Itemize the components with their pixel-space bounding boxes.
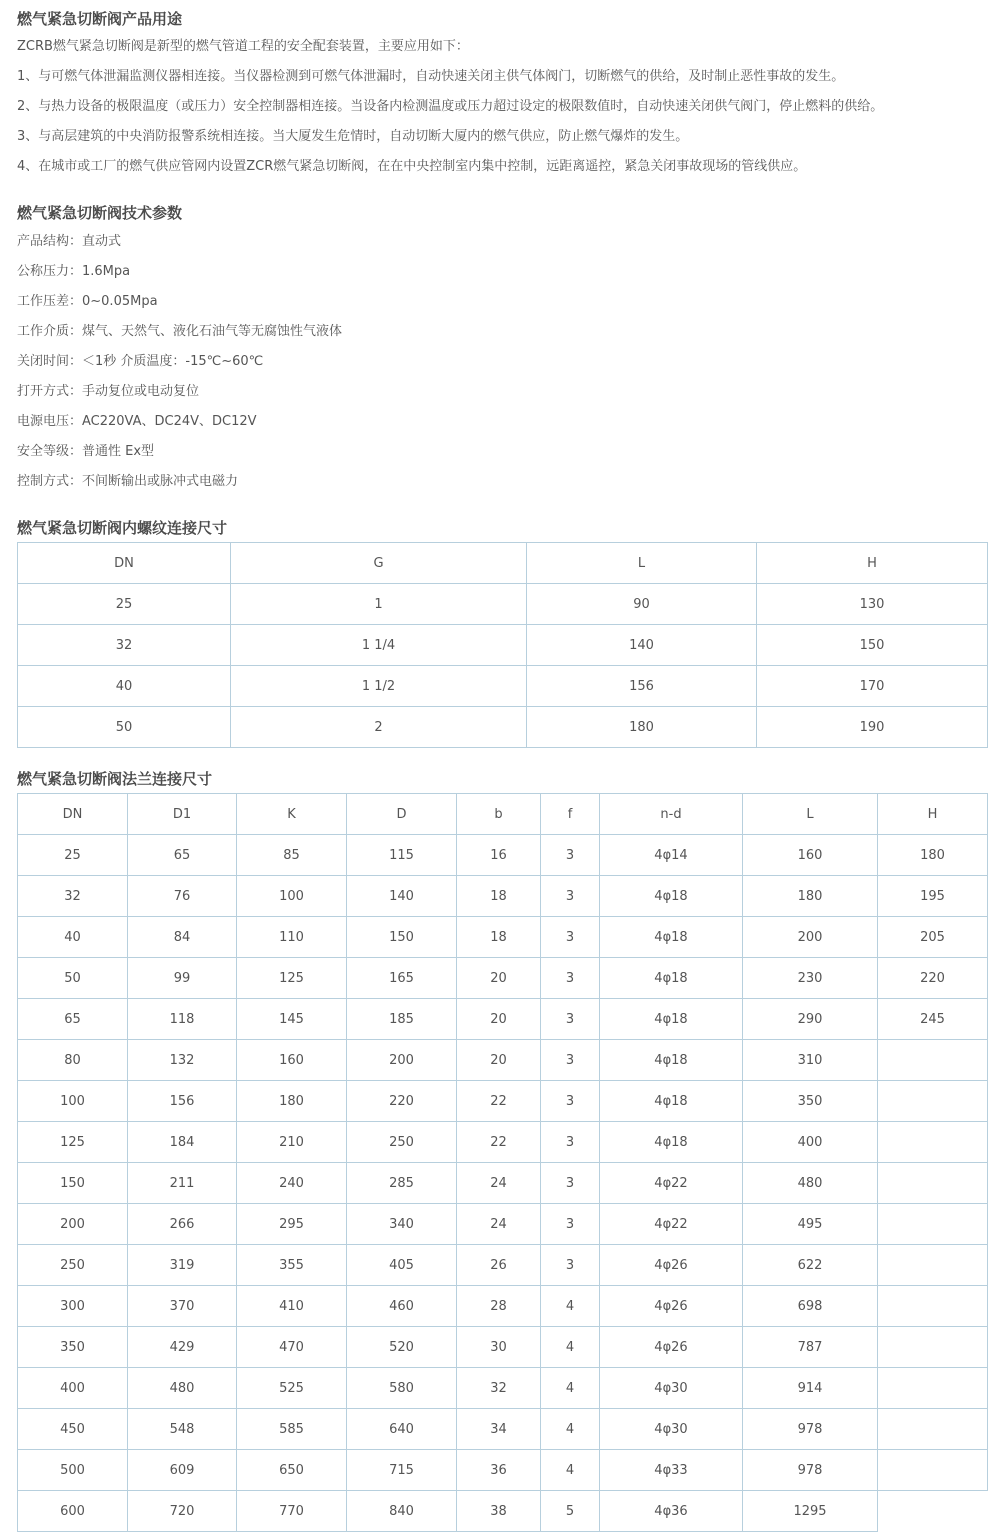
table-cell: 140 xyxy=(347,876,457,917)
table-cell: 300 xyxy=(18,1286,128,1327)
table-cell: 180 xyxy=(527,707,757,748)
table-cell: 3 xyxy=(541,1040,600,1081)
table-cell: 622 xyxy=(743,1245,878,1286)
table-cell: 110 xyxy=(237,917,347,958)
table-cell: 220 xyxy=(347,1081,457,1122)
param-voltage: 电源电压：AC220VA、DC24V、DC12V xyxy=(17,414,257,429)
table-cell xyxy=(878,1368,988,1409)
table-cell: 65 xyxy=(18,999,128,1040)
table-cell: 3 xyxy=(541,958,600,999)
table-cell: 170 xyxy=(757,666,988,707)
table-cell: 211 xyxy=(128,1163,237,1204)
table-header-cell: L xyxy=(743,794,878,835)
table-cell: 4φ18 xyxy=(600,917,743,958)
usage-item: 2、与热力设备的极限温度（或压力）安全控制器相连接。当设备内检测温度或压力超过设定的极限数值时，自动快速关闭供气阀门，停止燃料的供给。 xyxy=(17,99,884,114)
table-cell: 32 xyxy=(18,876,128,917)
table-cell: 4 xyxy=(541,1327,600,1368)
table-row xyxy=(18,917,988,958)
table-header-cell: G xyxy=(231,543,527,584)
table-cell: 80 xyxy=(18,1040,128,1081)
table-header-cell: H xyxy=(757,543,988,584)
table-cell: 770 xyxy=(237,1491,347,1532)
table-cell: 914 xyxy=(743,1368,878,1409)
table-cell: 156 xyxy=(527,666,757,707)
table-cell: 355 xyxy=(237,1245,347,1286)
table-cell: 4φ18 xyxy=(600,1081,743,1122)
table-cell: 200 xyxy=(347,1040,457,1081)
table-cell: 480 xyxy=(743,1163,878,1204)
table-cell: 20 xyxy=(457,958,541,999)
table-cell: 4φ30 xyxy=(600,1368,743,1409)
table-cell: 1 1/2 xyxy=(231,666,527,707)
table-cell: 340 xyxy=(347,1204,457,1245)
table-cell: 4φ18 xyxy=(600,999,743,1040)
table-cell: 978 xyxy=(743,1409,878,1450)
table-cell: 99 xyxy=(128,958,237,999)
table-row xyxy=(18,1450,988,1491)
table-cell: 230 xyxy=(743,958,878,999)
param-close-time: 关闭时间：＜1秒 介质温度：-15℃~60℃ xyxy=(17,354,264,369)
table-cell: 4 xyxy=(541,1409,600,1450)
table-cell: 500 xyxy=(18,1450,128,1491)
table-cell: 295 xyxy=(237,1204,347,1245)
table-cell: 125 xyxy=(237,958,347,999)
table-cell: 4 xyxy=(541,1368,600,1409)
table-row xyxy=(18,958,988,999)
table-cell: 150 xyxy=(18,1163,128,1204)
table-cell xyxy=(878,1163,988,1204)
table-cell: 4φ18 xyxy=(600,876,743,917)
table-cell xyxy=(878,1245,988,1286)
table-cell: 32 xyxy=(18,625,231,666)
table-cell xyxy=(878,1286,988,1327)
table-header-cell: L xyxy=(527,543,757,584)
table-cell: 16 xyxy=(457,835,541,876)
table-cell: 240 xyxy=(237,1163,347,1204)
table-cell: 140 xyxy=(527,625,757,666)
table-cell: 184 xyxy=(128,1122,237,1163)
table-cell: 1295 xyxy=(743,1491,878,1532)
table-cell: 65 xyxy=(128,835,237,876)
table-cell: 145 xyxy=(237,999,347,1040)
table-cell: 34 xyxy=(457,1409,541,1450)
table-header-cell: D1 xyxy=(128,794,237,835)
table-cell: 32 xyxy=(457,1368,541,1409)
table-cell: 132 xyxy=(128,1040,237,1081)
table-cell xyxy=(878,1450,988,1491)
table-row xyxy=(18,876,988,917)
param-structure: 产品结构：直动式 xyxy=(17,234,122,249)
table-row xyxy=(18,1245,988,1286)
thread-dimension-table xyxy=(17,542,988,748)
table-cell: 28 xyxy=(457,1286,541,1327)
table-cell: 160 xyxy=(743,835,878,876)
table-cell xyxy=(878,1204,988,1245)
flange-table-title: 燃气紧急切断阀法兰连接尺寸 xyxy=(17,770,213,788)
table-row xyxy=(18,1081,988,1122)
table-cell: 18 xyxy=(457,917,541,958)
table-cell: 180 xyxy=(237,1081,347,1122)
table-cell: 4 xyxy=(541,1450,600,1491)
table-cell: 22 xyxy=(457,1081,541,1122)
table-cell: 4φ14 xyxy=(600,835,743,876)
thread-table-title: 燃气紧急切断阀内螺纹连接尺寸 xyxy=(17,519,228,537)
table-cell: 250 xyxy=(347,1122,457,1163)
table-cell: 470 xyxy=(237,1327,347,1368)
table-cell xyxy=(878,1122,988,1163)
table-cell: 190 xyxy=(757,707,988,748)
table-cell: 50 xyxy=(18,958,128,999)
table-cell: 319 xyxy=(128,1245,237,1286)
table-cell: 978 xyxy=(743,1450,878,1491)
param-control: 控制方式：不间断输出或脉冲式电磁力 xyxy=(17,474,239,489)
table-cell: 1 xyxy=(231,584,527,625)
table-row xyxy=(18,1286,988,1327)
table-cell: 405 xyxy=(347,1245,457,1286)
table-cell: 180 xyxy=(878,835,988,876)
table-cell: 310 xyxy=(743,1040,878,1081)
table-header-cell: DN xyxy=(18,794,128,835)
table-cell: 24 xyxy=(457,1204,541,1245)
table-row xyxy=(18,707,988,748)
table-cell: 4φ26 xyxy=(600,1327,743,1368)
table-cell: 585 xyxy=(237,1409,347,1450)
table-row xyxy=(18,1122,988,1163)
table-header-cell: K xyxy=(237,794,347,835)
table-cell: 3 xyxy=(541,1245,600,1286)
table-cell: 3 xyxy=(541,876,600,917)
table-cell: 25 xyxy=(18,835,128,876)
table-row xyxy=(18,666,988,707)
table-cell: 115 xyxy=(347,835,457,876)
tech-params-title: 燃气紧急切断阀技术参数 xyxy=(17,204,183,222)
table-cell: 495 xyxy=(743,1204,878,1245)
table-cell: 150 xyxy=(347,917,457,958)
table-header-cell: D xyxy=(347,794,457,835)
table-row xyxy=(18,625,988,666)
table-row xyxy=(18,1368,988,1409)
table-cell: 580 xyxy=(347,1368,457,1409)
table-cell: 600 xyxy=(18,1491,128,1532)
table-header-cell: b xyxy=(457,794,541,835)
table-cell: 3 xyxy=(541,1081,600,1122)
table-cell: 285 xyxy=(347,1163,457,1204)
table-row xyxy=(18,999,988,1040)
table-cell: 100 xyxy=(18,1081,128,1122)
table-cell: 125 xyxy=(18,1122,128,1163)
table-row xyxy=(18,1040,988,1081)
usage-intro: ZCRB燃气紧急切断阀是新型的燃气管道工程的安全配套装置，主要应用如下： xyxy=(17,39,469,54)
table-cell: 410 xyxy=(237,1286,347,1327)
table-cell: 548 xyxy=(128,1409,237,1450)
table-cell: 76 xyxy=(128,876,237,917)
table-cell: 4φ36 xyxy=(600,1491,743,1532)
table-cell xyxy=(878,1491,988,1532)
table-cell: 26 xyxy=(457,1245,541,1286)
table-row xyxy=(18,584,988,625)
param-pressure: 公称压力：1.6Mpa xyxy=(17,264,131,279)
table-cell: 370 xyxy=(128,1286,237,1327)
table-cell: 3 xyxy=(541,1163,600,1204)
table-cell: 450 xyxy=(18,1409,128,1450)
table-cell: 3 xyxy=(541,917,600,958)
table-cell: 720 xyxy=(128,1491,237,1532)
table-row xyxy=(18,1204,988,1245)
table-cell: 4φ18 xyxy=(600,958,743,999)
table-cell xyxy=(878,1081,988,1122)
table-cell: 400 xyxy=(743,1122,878,1163)
table-cell: 609 xyxy=(128,1450,237,1491)
table-cell: 525 xyxy=(237,1368,347,1409)
table-cell: 698 xyxy=(743,1286,878,1327)
table-row xyxy=(18,1163,988,1204)
table-cell: 1 1/4 xyxy=(231,625,527,666)
table-cell: 20 xyxy=(457,999,541,1040)
table-header-cell: DN xyxy=(18,543,231,584)
table-cell: 4φ30 xyxy=(600,1409,743,1450)
table-cell: 520 xyxy=(347,1327,457,1368)
table-cell xyxy=(878,1327,988,1368)
usage-item: 4、在城市或工厂的燃气供应管网内设置ZCR燃气紧急切断阀，在在中央控制室内集中控制，远距离遥控，紧急关闭事故现场的管线供应。 xyxy=(17,159,807,174)
table-cell: 36 xyxy=(457,1450,541,1491)
table-cell: 195 xyxy=(878,876,988,917)
usage-title: 燃气紧急切断阀产品用途 xyxy=(17,10,183,28)
table-cell: 200 xyxy=(18,1204,128,1245)
table-cell: 350 xyxy=(18,1327,128,1368)
table-cell: 4φ33 xyxy=(600,1450,743,1491)
param-pressure-diff: 工作压差：0~0.05Mpa xyxy=(17,294,158,309)
table-row xyxy=(18,835,988,876)
table-cell: 266 xyxy=(128,1204,237,1245)
table-header-row xyxy=(18,794,988,835)
table-cell: 3 xyxy=(541,999,600,1040)
usage-item: 1、与可燃气体泄漏监测仪器相连接。当仪器检测到可燃气体泄漏时，自动快速关闭主供气体阀门，切断燃气的供给，及时制止恶性事故的发生。 xyxy=(17,69,845,84)
table-cell: 25 xyxy=(18,584,231,625)
table-cell: 118 xyxy=(128,999,237,1040)
table-cell: 460 xyxy=(347,1286,457,1327)
table-cell: 156 xyxy=(128,1081,237,1122)
table-cell: 150 xyxy=(757,625,988,666)
table-cell: 650 xyxy=(237,1450,347,1491)
table-cell: 4φ18 xyxy=(600,1122,743,1163)
table-cell: 24 xyxy=(457,1163,541,1204)
usage-item: 3、与高层建筑的中央消防报警系统相连接。当大厦发生危情时，自动切断大厦内的燃气供应，防止燃气爆炸的发生。 xyxy=(17,129,689,144)
table-cell: 3 xyxy=(541,835,600,876)
table-cell: 4φ26 xyxy=(600,1245,743,1286)
table-header-cell: n-d xyxy=(600,794,743,835)
table-cell: 4 xyxy=(541,1286,600,1327)
flange-dimension-table xyxy=(17,793,988,1532)
param-open-mode: 打开方式：手动复位或电动复位 xyxy=(17,384,200,399)
param-medium: 工作介质：煤气、天然气、液化石油气等无腐蚀性气液体 xyxy=(17,324,343,339)
table-header-cell: H xyxy=(878,794,988,835)
table-cell xyxy=(878,1040,988,1081)
table-cell: 4φ18 xyxy=(600,1040,743,1081)
table-cell: 220 xyxy=(878,958,988,999)
table-cell: 130 xyxy=(757,584,988,625)
table-cell: 840 xyxy=(347,1491,457,1532)
table-cell: 245 xyxy=(878,999,988,1040)
table-cell: 165 xyxy=(347,958,457,999)
table-cell: 100 xyxy=(237,876,347,917)
table-cell: 250 xyxy=(18,1245,128,1286)
table-header-row xyxy=(18,543,988,584)
table-cell: 400 xyxy=(18,1368,128,1409)
table-cell: 4φ26 xyxy=(600,1286,743,1327)
table-cell: 180 xyxy=(743,876,878,917)
table-cell: 40 xyxy=(18,917,128,958)
table-cell: 160 xyxy=(237,1040,347,1081)
table-cell: 2 xyxy=(231,707,527,748)
table-header-cell: f xyxy=(541,794,600,835)
table-cell: 3 xyxy=(541,1204,600,1245)
table-cell: 480 xyxy=(128,1368,237,1409)
table-cell: 90 xyxy=(527,584,757,625)
table-cell: 3 xyxy=(541,1122,600,1163)
table-cell: 50 xyxy=(18,707,231,748)
table-cell: 30 xyxy=(457,1327,541,1368)
table-cell: 787 xyxy=(743,1327,878,1368)
table-cell: 4φ22 xyxy=(600,1204,743,1245)
table-cell: 22 xyxy=(457,1122,541,1163)
table-row xyxy=(18,1327,988,1368)
table-cell: 85 xyxy=(237,835,347,876)
table-cell: 429 xyxy=(128,1327,237,1368)
table-cell: 290 xyxy=(743,999,878,1040)
table-cell: 200 xyxy=(743,917,878,958)
table-cell: 84 xyxy=(128,917,237,958)
table-cell: 40 xyxy=(18,666,231,707)
table-cell: 185 xyxy=(347,999,457,1040)
table-cell: 18 xyxy=(457,876,541,917)
table-cell xyxy=(878,1409,988,1450)
table-row xyxy=(18,1409,988,1450)
table-cell: 350 xyxy=(743,1081,878,1122)
table-cell: 210 xyxy=(237,1122,347,1163)
table-cell: 38 xyxy=(457,1491,541,1532)
table-cell: 20 xyxy=(457,1040,541,1081)
param-safety: 安全等级：普通性 Ex型 xyxy=(17,444,155,459)
table-cell: 5 xyxy=(541,1491,600,1532)
table-cell: 640 xyxy=(347,1409,457,1450)
table-cell: 205 xyxy=(878,917,988,958)
table-row xyxy=(18,1491,988,1532)
table-cell: 715 xyxy=(347,1450,457,1491)
table-cell: 4φ22 xyxy=(600,1163,743,1204)
